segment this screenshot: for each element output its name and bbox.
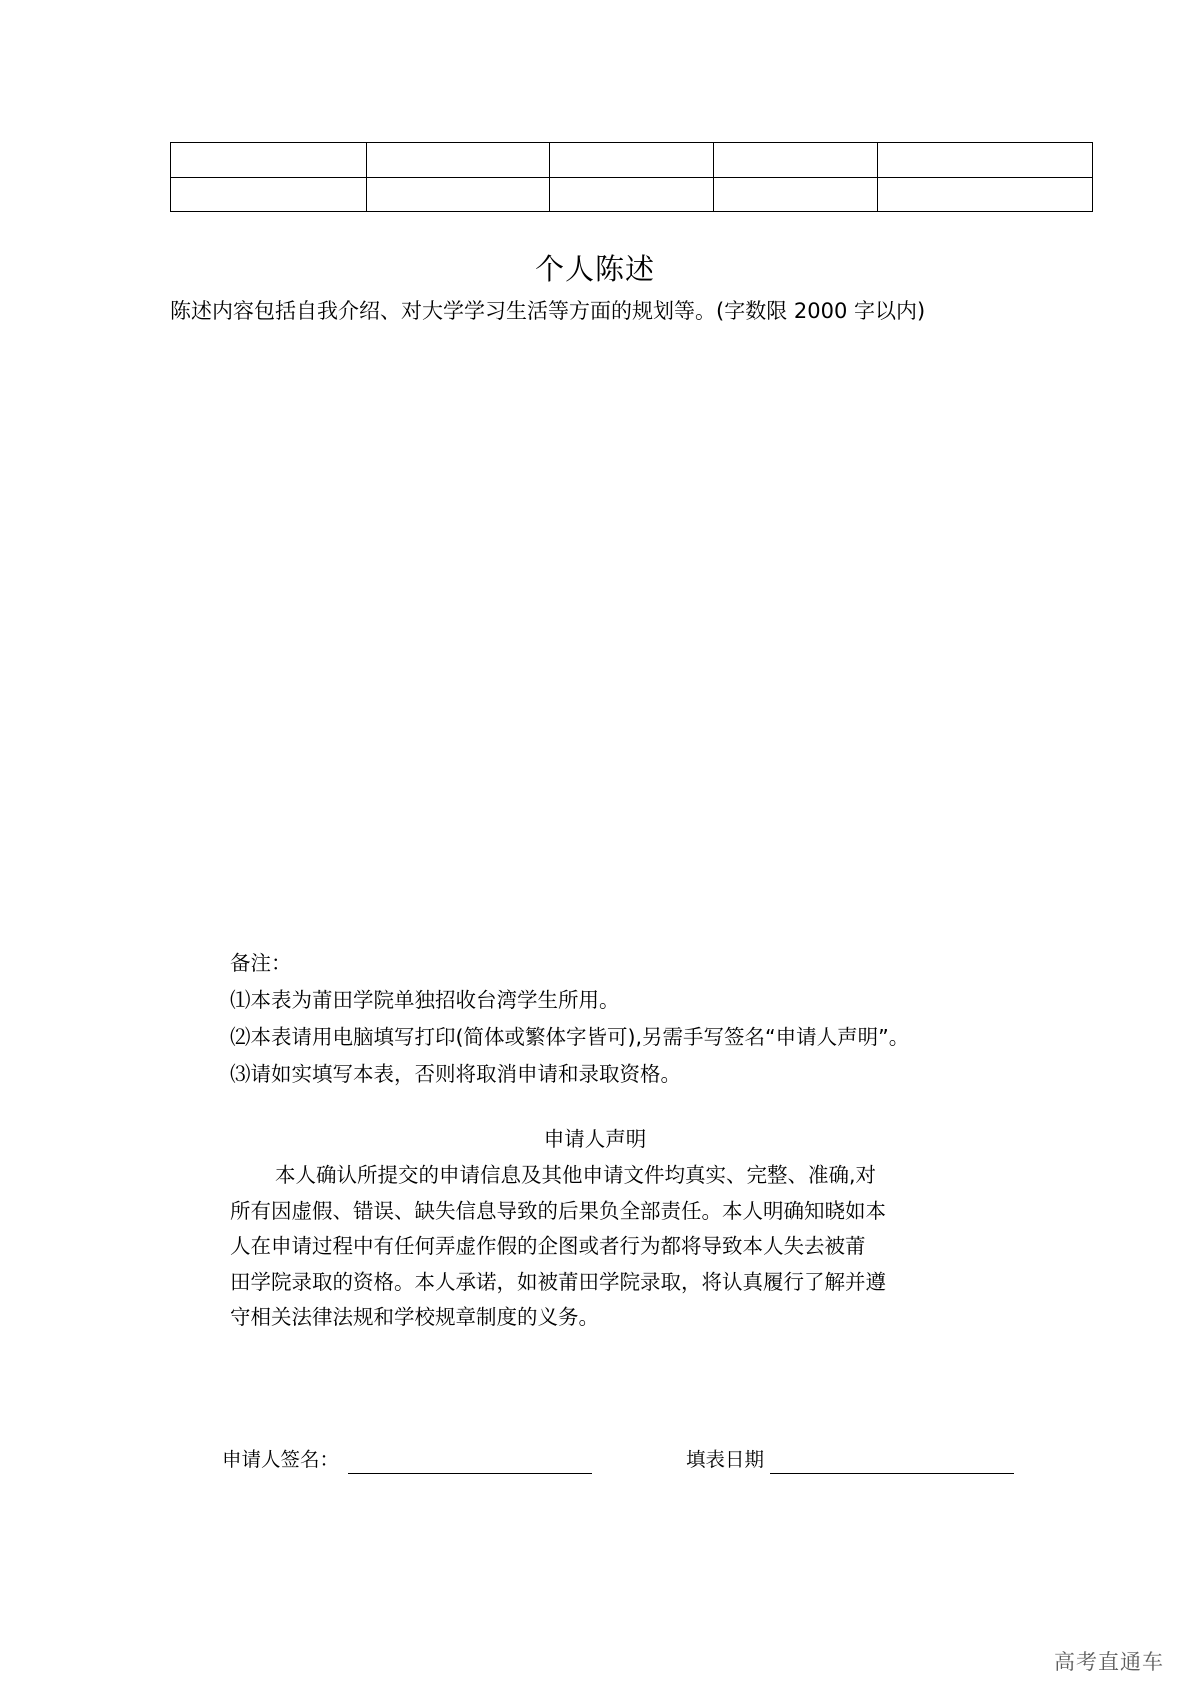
table-cell[interactable]: [367, 177, 550, 212]
notes-heading: 备注：: [230, 951, 292, 975]
fill-date-label: 填表日期: [686, 1448, 765, 1471]
applicant-signature-field[interactable]: [348, 1473, 592, 1474]
table-cell[interactable]: [171, 177, 367, 212]
personal-statement-description: 陈述内容包括自我介绍、对大学学习生活等方面的规划等。(字数限 2000 字以内): [170, 299, 926, 323]
table-cell[interactable]: [714, 143, 878, 178]
signature-row: [0, 1443, 1190, 1479]
personal-statement-content-area[interactable]: [170, 340, 1092, 920]
declaration-line: 本人确认所提交的申请信息及其他申请文件均真实、完整、准确,对: [275, 1163, 877, 1187]
declaration-line: 守相关法律法规和学校规章制度的义务。: [230, 1305, 599, 1329]
note-item: ⑶请如实填写本表，否则将取消申请和录取资格。: [230, 1062, 681, 1086]
fill-date-field[interactable]: [770, 1473, 1014, 1474]
note-item: ⑴本表为莆田学院单独招收台湾学生所用。: [230, 988, 620, 1012]
table-cell[interactable]: [878, 177, 1093, 212]
declaration-line: 人在申请过程中有任何弄虚作假的企图或者行为都将导致本人失去被莆: [230, 1234, 866, 1258]
notes-section: [230, 945, 1090, 1093]
table-cell[interactable]: [367, 143, 550, 178]
personal-statement-title: 个人陈述: [534, 252, 655, 286]
declaration-body: [230, 1158, 1090, 1336]
table-cell[interactable]: [550, 143, 714, 178]
table-cell[interactable]: [550, 177, 714, 212]
table-row: [171, 143, 1093, 178]
table-cell[interactable]: [878, 143, 1093, 178]
applicant-signature-label: 申请人签名：: [222, 1448, 340, 1471]
declaration-line: 田学院录取的资格。本人承诺，如被莆田学院录取，将认真履行了解并遵: [230, 1269, 886, 1294]
table-row: [171, 177, 1093, 212]
watermark: 高考直通车: [1054, 1650, 1164, 1674]
note-item: ⑵本表请用电脑填写打印(简体或繁体字皆可),另需手写签名“申请人声明”。: [230, 1025, 910, 1049]
table-cell[interactable]: [714, 177, 878, 212]
info-table: [170, 142, 1093, 212]
table-cell[interactable]: [171, 143, 367, 178]
declaration-title: 申请人声明: [543, 1127, 647, 1151]
declaration-line: 所有因虚假、错误、缺失信息导致的后果负全部责任。本人明确知晓如本: [230, 1198, 886, 1223]
